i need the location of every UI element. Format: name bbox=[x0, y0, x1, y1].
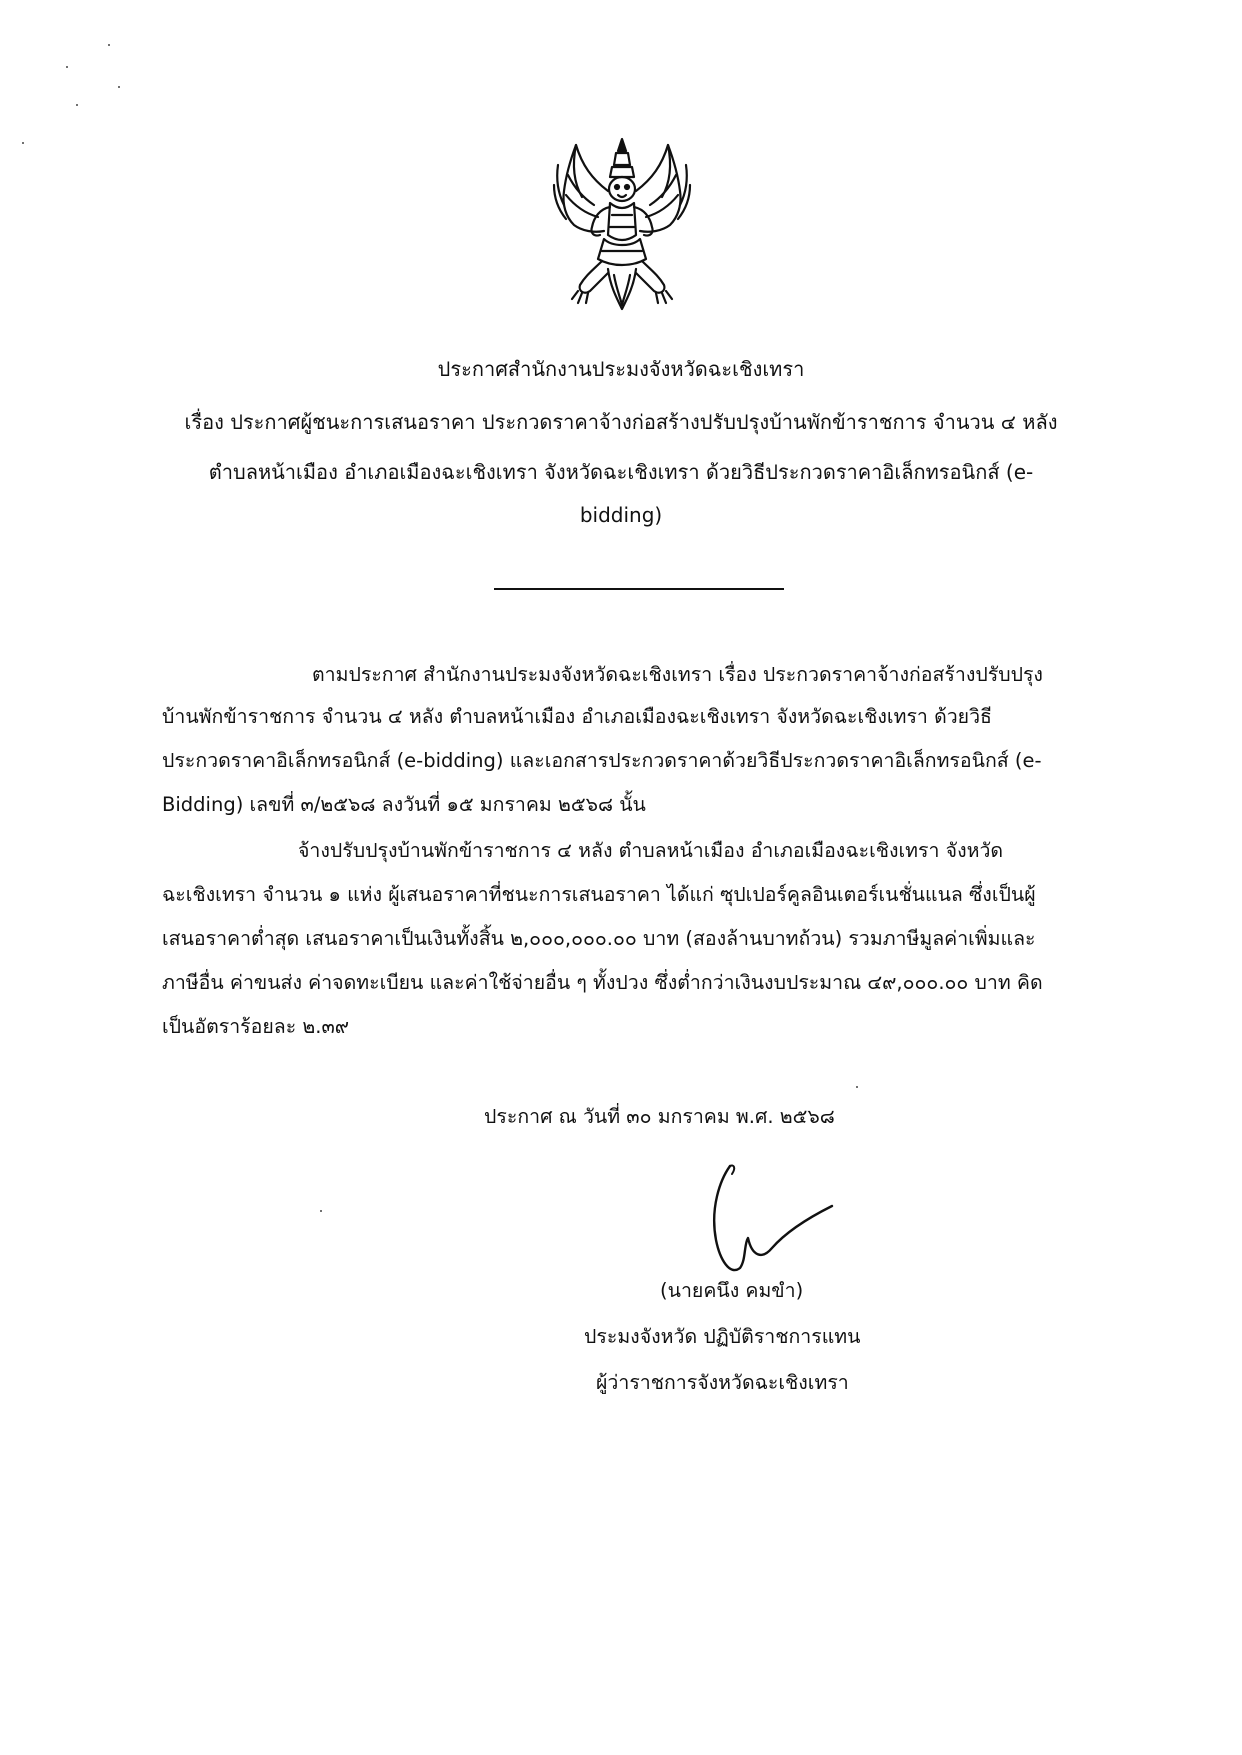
scan-speck bbox=[856, 1086, 858, 1088]
header-divider bbox=[494, 588, 784, 590]
body-line-6: ฉะเชิงเทรา จำนวน ๑ แห่ง ผู้เสนอราคาที่ชนะการเสนอราคา ได้แก่ ซุปเปอร์คูลอินเตอร์เนชั่นแนล ซึ่งเป็นผู้ bbox=[162, 883, 1036, 906]
body-line-2: บ้านพักข้าราชการ จำนวน ๔ หลัง ตำบลหน้าเมือง อำเภอเมืองฉะเชิงเทรา จังหวัดฉะเชิงเทรา ด้วยวิธี bbox=[162, 705, 992, 728]
body-line-5: จ้างปรับปรุงบ้านพักข้าราชการ ๔ หลัง ตำบลหน้าเมือง อำเภอเมืองฉะเชิงเทรา จังหวัด bbox=[298, 839, 1004, 862]
announcement-issuer: ประกาศสำนักงานประมงจังหวัดฉะเชิงเทรา bbox=[437, 357, 805, 381]
body-line-7: เสนอราคาต่ำสุด เสนอราคาเป็นเงินทั้งสิ้น ๒,๐๐๐,๐๐๐.๐๐ บาท (สองล้านบาทถ้วน) รวมภาษีมูลค่าเพิ่มและ bbox=[162, 927, 1036, 950]
body-line-3: ประกวดราคาอิเล็กทรอนิกส์ (e-bidding) และเอกสารประกวดราคาด้วยวิธีประกวดราคาอิเล็กทรอนิกส์ (e- bbox=[162, 749, 1042, 772]
announcement-subject-line-1: เรื่อง ประกาศผู้ชนะการเสนอราคา ประกวดราคาจ้างก่อสร้างปรับปรุงบ้านพักข้าราชการ จำนวน ๔ หลัง bbox=[184, 410, 1058, 434]
signer-title-line-2: ผู้ว่าราชการจังหวัดฉะเชิงเทรา bbox=[596, 1371, 849, 1394]
announcement-subject-line-3: bidding) bbox=[579, 503, 663, 527]
handwritten-signature-icon bbox=[690, 1160, 840, 1290]
garuda-emblem-icon bbox=[552, 135, 692, 313]
scan-speck bbox=[118, 86, 120, 88]
scan-speck bbox=[66, 66, 68, 68]
announcement-subject-line-2: ตำบลหน้าเมือง อำเภอเมืองฉะเชิงเทรา จังหวัดฉะเชิงเทรา ด้วยวิธีประกวดราคาอิเล็กทรอนิกส์ (e- bbox=[208, 460, 1034, 484]
body-line-4: Bidding) เลขที่ ๓/๒๕๖๘ ลงวันที่ ๑๕ มกราคม ๒๕๖๘ นั้น bbox=[162, 793, 646, 816]
scan-speck bbox=[76, 104, 78, 106]
announcement-date: ประกาศ ณ วันที่ ๓๐ มกราคม พ.ศ. ๒๕๖๘ bbox=[484, 1105, 835, 1128]
scan-speck bbox=[320, 1210, 322, 1212]
scan-speck bbox=[22, 142, 24, 144]
signer-name: (นายคนึง คมขำ) bbox=[660, 1279, 804, 1302]
signer-title-line-1: ประมงจังหวัด ปฏิบัติราชการแทน bbox=[584, 1325, 861, 1348]
body-line-9: เป็นอัตราร้อยละ ๒.๓๙ bbox=[162, 1015, 350, 1038]
body-line-1: ตามประกาศ สำนักงานประมงจังหวัดฉะเชิงเทรา เรื่อง ประกวดราคาจ้างก่อสร้างปรับปรุง bbox=[312, 663, 1043, 686]
scan-speck bbox=[108, 44, 110, 46]
body-line-8: ภาษีอื่น ค่าขนส่ง ค่าจดทะเบียน และค่าใช้จ่ายอื่น ๆ ทั้งปวง ซึ่งต่ำกว่าเงินงบประมาณ ๔๙,๐๐๐.๐๐ บาท คิด bbox=[162, 971, 1043, 994]
